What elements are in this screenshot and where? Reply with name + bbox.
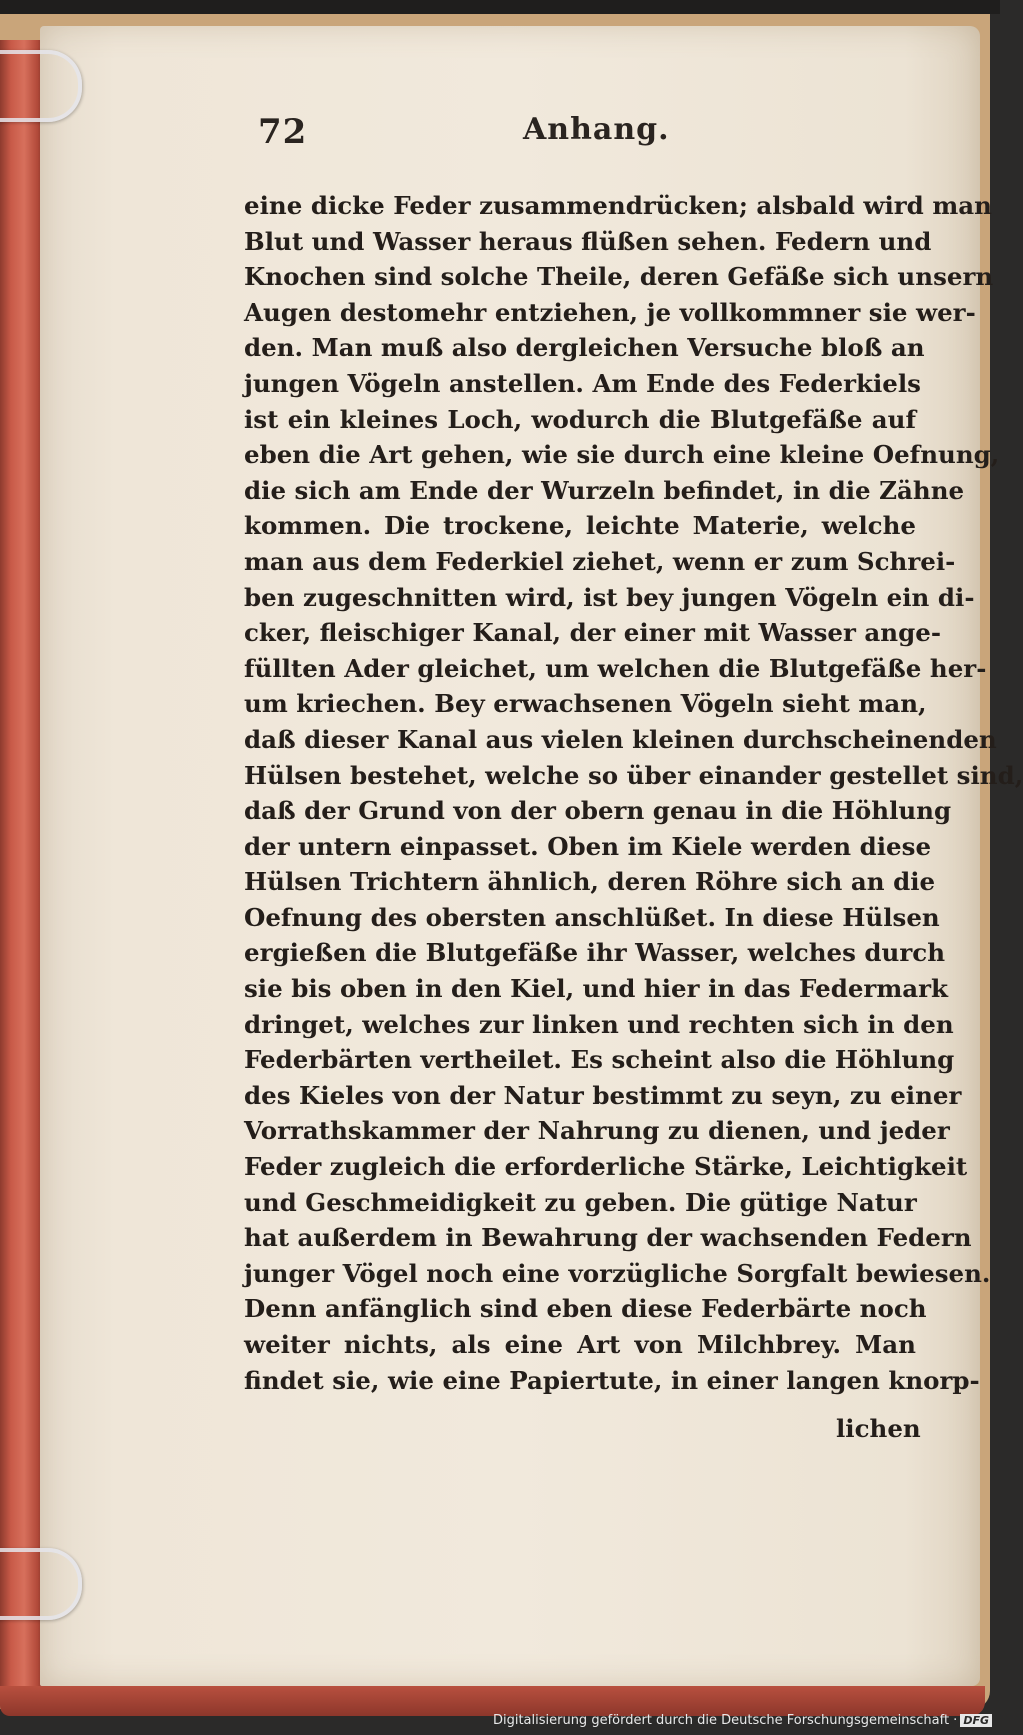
- text-line: ist ein kleines Loch, wodurch die Blutgefäße auf: [244, 404, 916, 434]
- text-line: Knochen sind solche Theile, deren Gefäße sich unsern: [244, 262, 994, 292]
- running-head: Anhang.: [523, 112, 670, 147]
- page-number: 72: [258, 112, 308, 152]
- text-line: weiter nichts, als eine Art von Milchbrey. Man: [244, 1330, 916, 1359]
- text-line: Augen destomehr entziehen, je vollkommner sie wer-: [244, 297, 976, 327]
- text-line: füllten Ader gleichet, um welchen die Blutgefäße her-: [244, 653, 987, 683]
- text-line: sie bis oben in den Kiel, und hier in das Federmark: [244, 974, 949, 1004]
- text-line: der untern einpasset. Oben im Kiele werden diese: [244, 831, 932, 861]
- text-line: eine dicke Feder zusammendrücken; alsbald wird man: [244, 191, 992, 220]
- paper-clip-top-icon: [0, 50, 82, 122]
- text-line: ben zugeschnitten wird, ist bey jungen Vögeln ein di-: [244, 582, 975, 612]
- scan-background-top: [0, 0, 1000, 14]
- text-line: Hülsen bestehet, welche so über einander gestellet sind,: [244, 760, 1023, 790]
- paper-clip-bottom-icon: [0, 1548, 82, 1620]
- text-line: um kriechen. Bey erwachsenen Vögeln sieht man,: [244, 689, 927, 719]
- text-line: die sich am Ende der Wurzeln befindet, in die Zähne: [244, 475, 965, 505]
- text-line: und Geschmeidigkeit zu geben. Die gütige Natur: [244, 1187, 917, 1217]
- text-line: hat außerdem in Bewahrung der wachsenden Federn: [244, 1223, 972, 1253]
- text-line: Hülsen Trichtern ähnlich, deren Röhre sich an die: [244, 867, 936, 897]
- footer-text: Digitalisierung gefördert durch die Deutsche Forschungsgemeinschaft ·: [492, 1713, 958, 1728]
- catchword: lichen: [836, 1414, 921, 1443]
- text-line: Vorrathskammer der Nahrung zu dienen, und jeder: [244, 1116, 950, 1146]
- body-text: [244, 188, 1023, 1398]
- text-line: Oefnung des obersten anschlüßet. In diese Hülsen: [244, 902, 940, 932]
- text-line: ergießen die Blutgefäße ihr Wasser, welches durch: [244, 938, 946, 968]
- text-line: daß dieser Kanal aus vielen kleinen durchscheinenden: [244, 724, 997, 754]
- text-line: Feder zugleich die erforderliche Stärke, Leichtigkeit: [244, 1152, 968, 1182]
- digitization-footer: [493, 1713, 992, 1728]
- text-line: Federbärten vertheilet. Es scheint also die Höhlung: [244, 1045, 955, 1075]
- text-line: Blut und Wasser heraus flüßen sehen. Federn und: [244, 226, 932, 256]
- text-line: den. Man muß also dergleichen Versuche bloß an: [244, 333, 925, 363]
- text-line: cker, fleischiger Kanal, der einer mit Wasser ange-: [244, 618, 941, 648]
- text-line: des Kieles von der Natur bestimmt zu seyn, zu einer: [244, 1080, 962, 1110]
- text-line: dringet, welches zur linken und rechten sich in den: [244, 1009, 954, 1039]
- text-line: daß der Grund von der obern genau in die Höhlung: [244, 796, 952, 826]
- text-line: findet sie, wie eine Papiertute, in einer langen knorp-: [244, 1365, 980, 1395]
- page-header: [258, 112, 918, 158]
- page-edge-red: [0, 40, 44, 1700]
- text-line: kommen. Die trockene, leichte Materie, welche: [244, 511, 916, 541]
- text-line: junger Vögel noch eine vorzügliche Sorgfalt bewiesen.: [244, 1258, 991, 1288]
- text-line: eben die Art gehen, wie sie durch eine kleine Oefnung,: [244, 440, 1000, 470]
- text-line: jungen Vögeln anstellen. Am Ende des Federkiels: [244, 368, 921, 398]
- text-line: man aus dem Federkiel ziehet, wenn er zum Schrei-: [244, 546, 956, 576]
- dfg-logo-icon: DFG: [960, 1714, 992, 1727]
- page-edge-bottom: [0, 1686, 985, 1716]
- text-line: Denn anfänglich sind eben diese Federbärte noch: [244, 1294, 927, 1324]
